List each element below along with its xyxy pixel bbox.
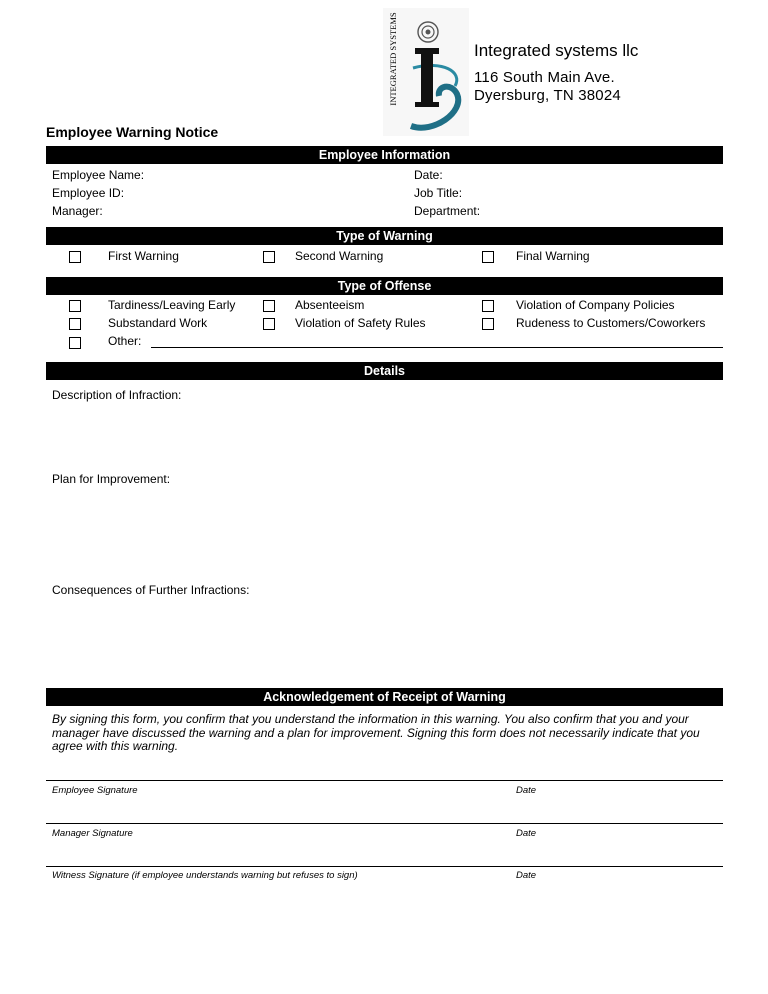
description-of-infraction-label: Description of Infraction: <box>52 388 182 402</box>
section-type-of-offense: Type of Offense <box>46 277 723 295</box>
form-title: Employee Warning Notice <box>46 124 219 140</box>
manager-signature-line[interactable] <box>46 823 723 824</box>
substandard-work-checkbox[interactable] <box>69 318 81 330</box>
employee-id-label: Employee ID: <box>52 186 125 200</box>
violation-policies-checkbox[interactable] <box>482 300 494 312</box>
second-warning-checkbox[interactable] <box>263 251 275 263</box>
manager-signature-date-label: Date <box>516 828 537 839</box>
plan-for-improvement-label: Plan for Improvement: <box>52 472 171 486</box>
company-name: Integrated systems llc <box>474 41 639 60</box>
witness-signature-label: Witness Signature (if employee understands warning but refuses to sign) <box>52 870 358 881</box>
rudeness-label: Rudeness to Customers/Coworkers <box>516 316 706 330</box>
acknowledgement-text: By signing this form, you confirm that you understand the information in this warning. You also confirm that you and your manager have discussed the warning and a plan for improvement. Signing this form does not necessarily indicate that you agree with this warning. <box>52 712 700 753</box>
company-address-line2: Dyersburg, TN 38024 <box>474 87 621 104</box>
other-offense-line[interactable] <box>151 347 723 348</box>
date-label: Date: <box>414 168 443 182</box>
first-warning-label: First Warning <box>108 249 179 263</box>
rudeness-checkbox[interactable] <box>482 318 494 330</box>
job-title-label: Job Title: <box>414 186 463 200</box>
other-offense-checkbox[interactable] <box>69 337 81 349</box>
consequences-label: Consequences of Further Infractions: <box>52 583 250 597</box>
tardiness-label: Tardiness/Leaving Early <box>108 298 236 312</box>
witness-signature-date-label: Date <box>516 870 537 881</box>
final-warning-label: Final Warning <box>516 249 590 263</box>
section-details: Details <box>46 362 723 380</box>
violation-policies-label: Violation of Company Policies <box>516 298 675 312</box>
section-type-of-warning: Type of Warning <box>46 227 723 245</box>
tardiness-checkbox[interactable] <box>69 300 81 312</box>
employee-signature-label: Employee Signature <box>52 785 138 796</box>
second-warning-label: Second Warning <box>295 249 384 263</box>
logo-vertical-text: INTEGRATED SYSTEMS <box>388 12 398 106</box>
first-warning-checkbox[interactable] <box>69 251 81 263</box>
absenteeism-checkbox[interactable] <box>263 300 275 312</box>
substandard-work-label: Substandard Work <box>108 316 208 330</box>
manager-label: Manager: <box>52 204 103 218</box>
employee-signature-line[interactable] <box>46 780 723 781</box>
other-offense-label: Other: <box>108 334 142 348</box>
company-logo <box>383 8 469 136</box>
employee-signature-date-label: Date <box>516 785 537 796</box>
company-address-line1: 116 South Main Ave. <box>474 69 615 86</box>
section-employee-information: Employee Information <box>46 146 723 164</box>
department-label: Department: <box>414 204 481 218</box>
manager-signature-label: Manager Signature <box>52 828 133 839</box>
witness-signature-line[interactable] <box>46 866 723 867</box>
employee-name-label: Employee Name: <box>52 168 145 182</box>
section-acknowledgement: Acknowledgement of Receipt of Warning <box>46 688 723 706</box>
safety-rules-checkbox[interactable] <box>263 318 275 330</box>
absenteeism-label: Absenteeism <box>295 298 365 312</box>
final-warning-checkbox[interactable] <box>482 251 494 263</box>
safety-rules-label: Violation of Safety Rules <box>295 316 426 330</box>
